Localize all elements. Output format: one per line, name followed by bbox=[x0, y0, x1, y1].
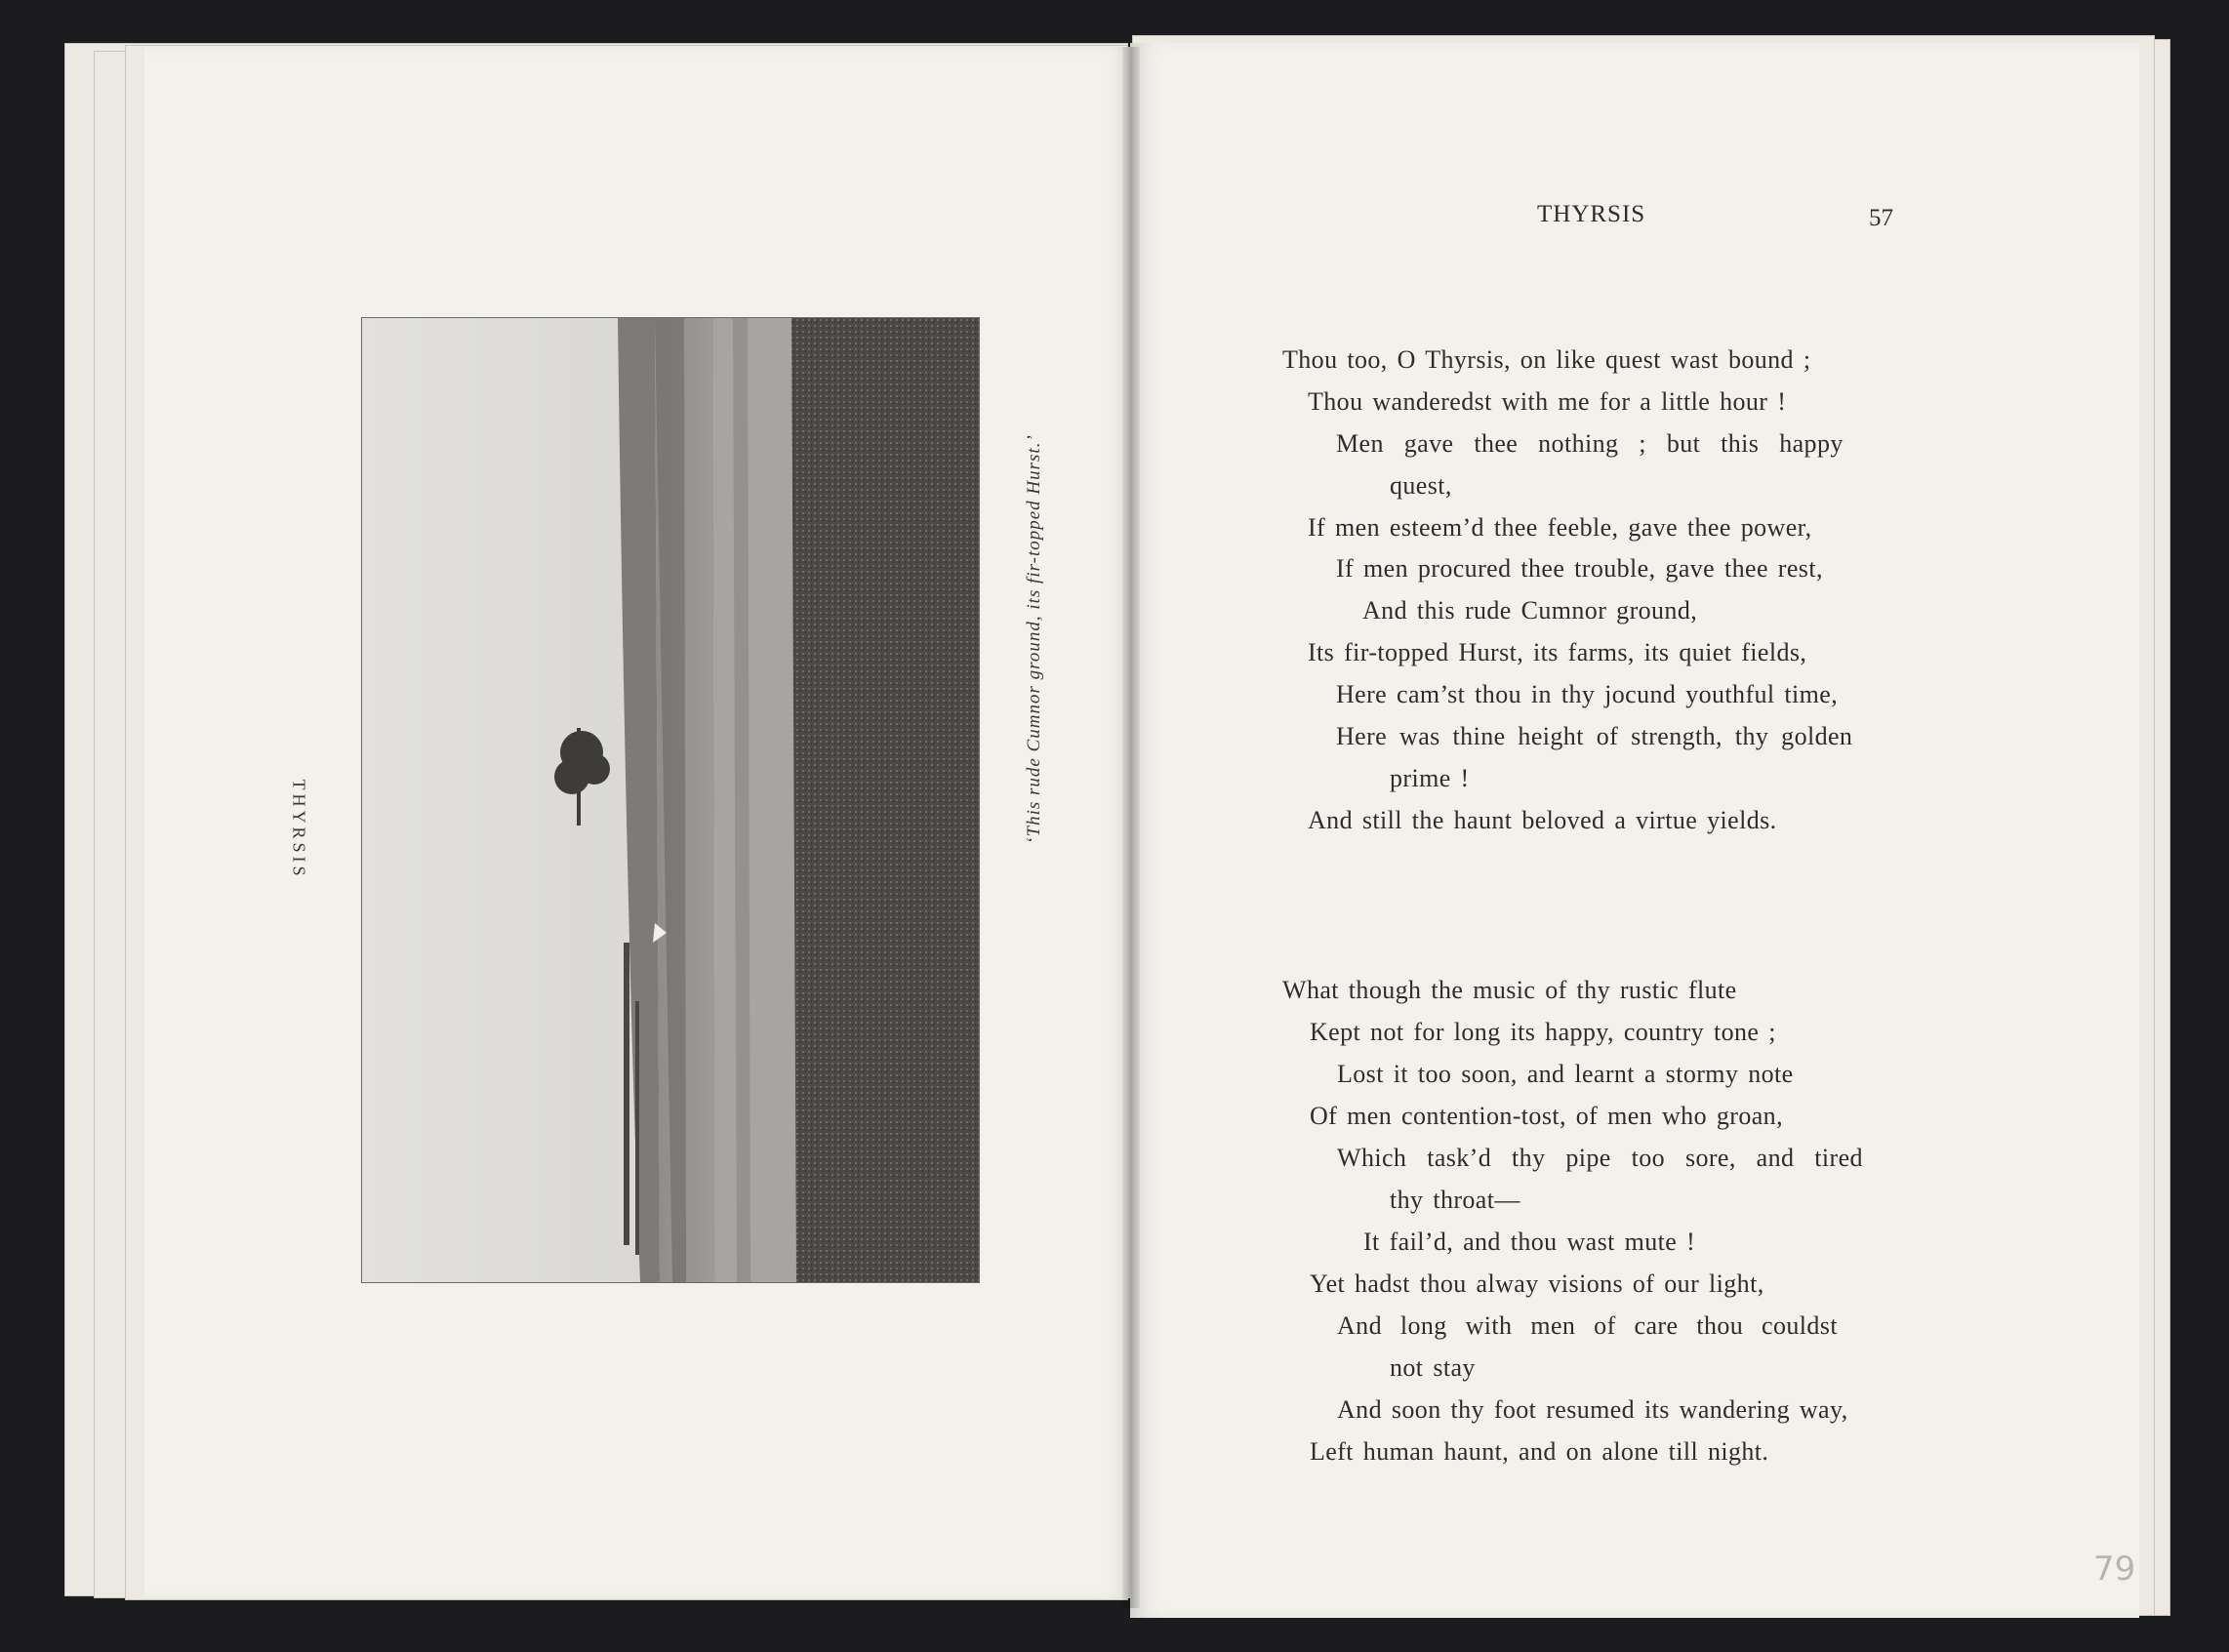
book-gutter bbox=[1122, 47, 1140, 1608]
poem-line: Men gave thee nothing ; but this happy bbox=[1336, 429, 1844, 458]
poem-line: Here cam’st thou in thy jocund youthful time, bbox=[1336, 680, 1839, 708]
poem-line: Thou too, O Thyrsis, on like quest wast bound ; bbox=[1282, 345, 1811, 374]
poem-line: quest, bbox=[1390, 471, 1452, 500]
poem-line: What though the music of thy rustic flute bbox=[1282, 976, 1737, 1004]
landscape-photo bbox=[362, 318, 979, 1282]
landscape-photo-plate bbox=[361, 317, 980, 1283]
poem-line: thy throat— bbox=[1390, 1186, 1520, 1214]
running-head: THYRSIS bbox=[1537, 201, 1646, 227]
poem-line: not stay bbox=[1390, 1353, 1476, 1382]
poem-line: prime ! bbox=[1390, 764, 1470, 792]
poem-line: Here was thine height of strength, thy golden bbox=[1336, 722, 1853, 750]
poem-line: It fail’d, and thou wast mute ! bbox=[1363, 1228, 1696, 1256]
pencil-corner-mark: 79 bbox=[2093, 1550, 2136, 1589]
poem-line: Kept not for long its happy, country tone ; bbox=[1310, 1018, 1776, 1046]
poem-line: Which task’d thy pipe too sore, and tired bbox=[1337, 1144, 1863, 1172]
poem-line: And soon thy foot resumed its wandering way, bbox=[1337, 1395, 1848, 1424]
page-number: 57 bbox=[1869, 205, 1893, 231]
left-running-head: THYRSIS bbox=[289, 779, 309, 880]
poem-line: Thou wanderedst with me for a little hour ! bbox=[1308, 387, 1787, 416]
poem-line: Lost it too soon, and learnt a stormy note bbox=[1337, 1060, 1794, 1088]
poem-line: If men procured thee trouble, gave thee rest, bbox=[1336, 554, 1823, 583]
poem-line: And this rude Cumnor ground, bbox=[1362, 596, 1698, 625]
poem-line: Yet hadst thou alway visions of our light, bbox=[1310, 1269, 1764, 1298]
poem-line: If men esteem’d thee feeble, gave thee power, bbox=[1308, 513, 1812, 542]
poem-line: And still the haunt beloved a virtue yields. bbox=[1308, 806, 1777, 834]
plate-caption: ‘This rude Cumnor ground, its fir-topped Hurst.’ bbox=[1024, 434, 1044, 844]
poem-line: Its fir-topped Hurst, its farms, its quiet fields, bbox=[1308, 638, 1807, 666]
poem-line: Of men contention-tost, of men who groan, bbox=[1310, 1102, 1783, 1130]
poem-line: And long with men of care thou couldst bbox=[1337, 1311, 1838, 1340]
poem-line: Left human haunt, and on alone till night. bbox=[1310, 1437, 1769, 1466]
